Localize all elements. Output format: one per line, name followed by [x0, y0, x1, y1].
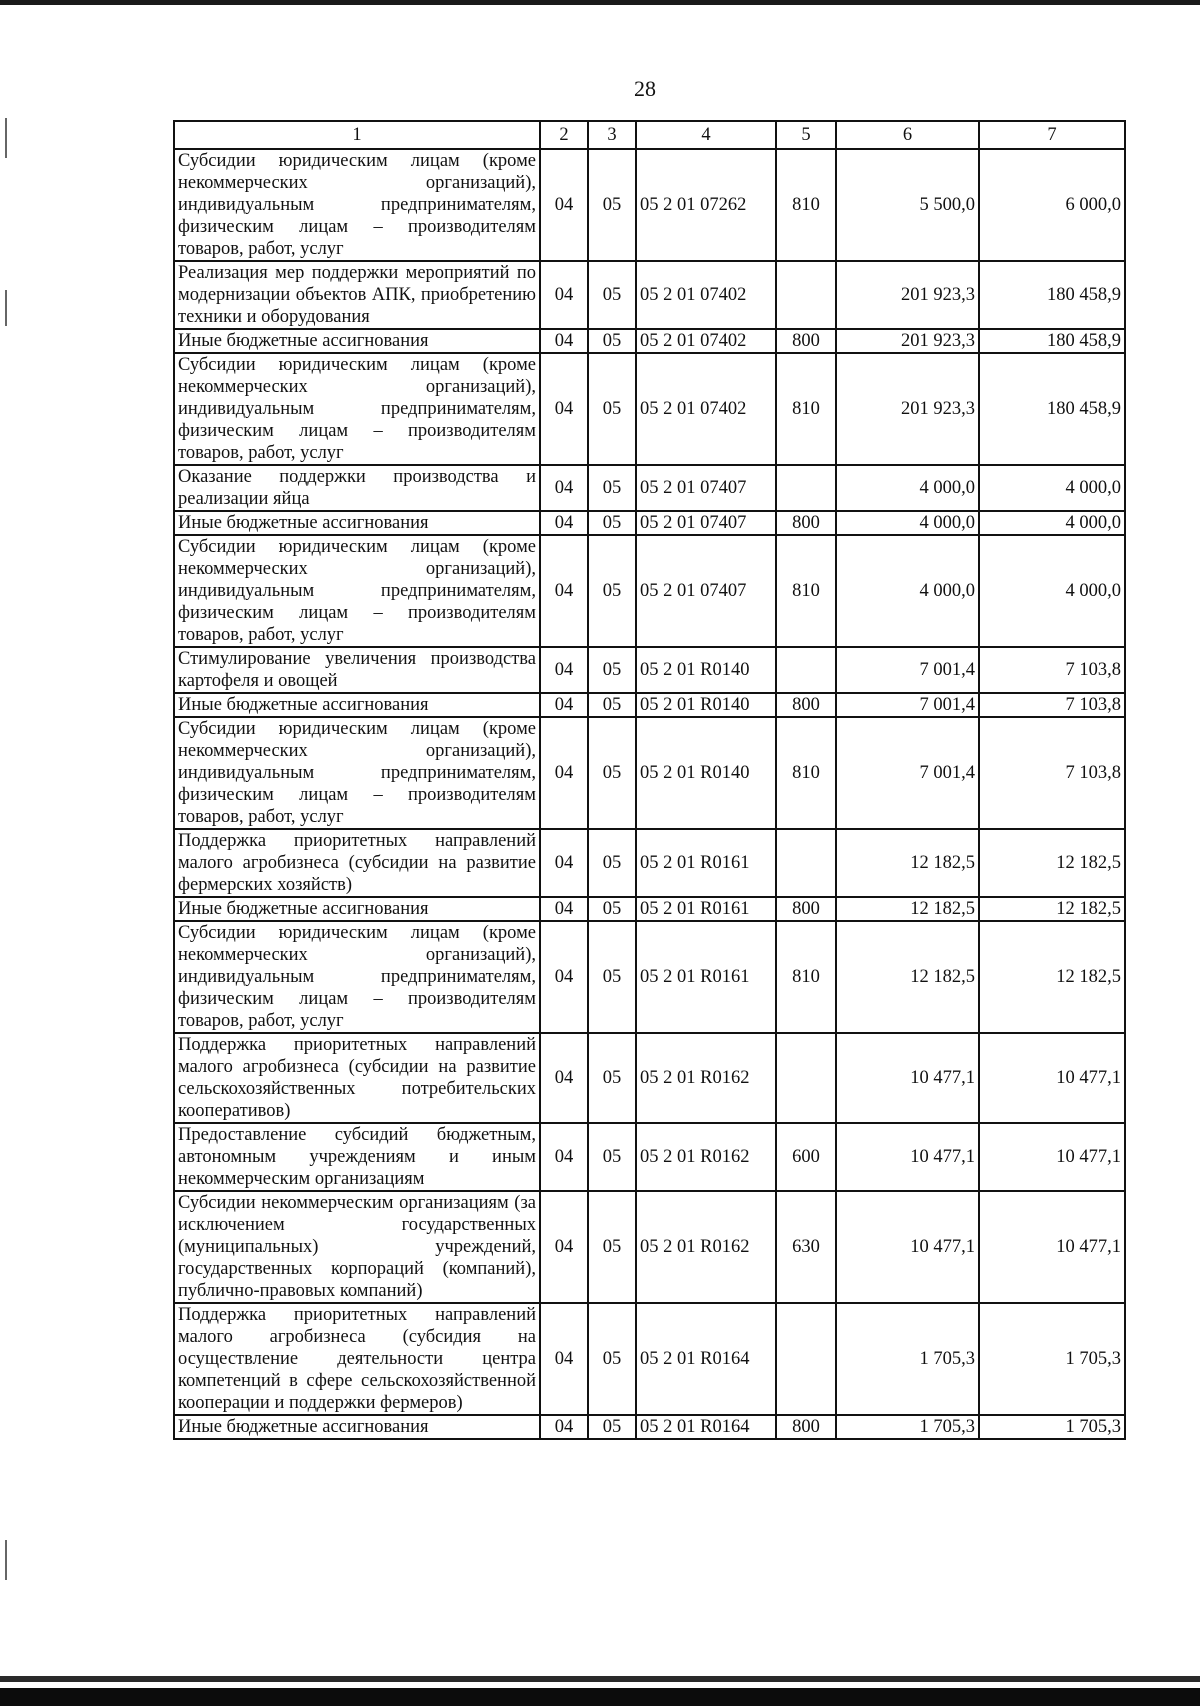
table-row	[174, 1415, 1125, 1439]
row-target-article: 05 2 01 07402	[636, 329, 776, 353]
table-header-row	[174, 121, 1125, 149]
row-expense-type: 800	[776, 329, 836, 353]
row-name: Иные бюджетные ассигнования	[174, 897, 540, 921]
row-amount-year-1: 5 500,0	[836, 149, 979, 261]
row-subsection: 05	[588, 921, 636, 1033]
row-subsection: 05	[588, 1191, 636, 1303]
row-target-article: 05 2 01 R0140	[636, 717, 776, 829]
row-subsection: 05	[588, 717, 636, 829]
row-name: Субсидии юридическим лицам (кроме некоммерческих организаций), индивидуальным предпринимателям, физическим лицам – производителям товаров, работ, услуг	[174, 535, 540, 647]
row-section: 04	[540, 647, 588, 693]
row-expense-type: 810	[776, 921, 836, 1033]
row-subsection: 05	[588, 329, 636, 353]
column-header: 4	[636, 121, 776, 149]
row-name: Стимулирование увеличения производства картофеля и овощей	[174, 647, 540, 693]
row-subsection: 05	[588, 829, 636, 897]
budget-table	[173, 120, 1126, 1440]
row-subsection: 05	[588, 261, 636, 329]
table-row	[174, 1303, 1125, 1415]
row-amount-year-2: 10 477,1	[979, 1191, 1125, 1303]
row-expense-type: 800	[776, 693, 836, 717]
scan-bottom-edge	[0, 1688, 1200, 1706]
scan-margin-mark	[5, 290, 7, 326]
row-amount-year-1: 12 182,5	[836, 829, 979, 897]
row-subsection: 05	[588, 465, 636, 511]
row-name: Реализация мер поддержки мероприятий по модернизации объектов АПК, приобретению техники и оборудования	[174, 261, 540, 329]
row-target-article: 05 2 01 R0140	[636, 647, 776, 693]
row-amount-year-2: 180 458,9	[979, 329, 1125, 353]
row-amount-year-1: 10 477,1	[836, 1191, 979, 1303]
row-target-article: 05 2 01 R0164	[636, 1415, 776, 1439]
row-expense-type: 810	[776, 535, 836, 647]
row-expense-type: 800	[776, 1415, 836, 1439]
row-section: 04	[540, 149, 588, 261]
row-amount-year-1: 1 705,3	[836, 1303, 979, 1415]
row-amount-year-2: 1 705,3	[979, 1303, 1125, 1415]
row-name: Иные бюджетные ассигнования	[174, 1415, 540, 1439]
table-row	[174, 647, 1125, 693]
row-section: 04	[540, 329, 588, 353]
row-target-article: 05 2 01 R0161	[636, 921, 776, 1033]
table-row	[174, 921, 1125, 1033]
row-target-article: 05 2 01 R0161	[636, 829, 776, 897]
row-amount-year-1: 201 923,3	[836, 353, 979, 465]
table-row	[174, 897, 1125, 921]
column-header: 1	[174, 121, 540, 149]
table-row	[174, 149, 1125, 261]
row-subsection: 05	[588, 1303, 636, 1415]
table-row	[174, 353, 1125, 465]
row-amount-year-2: 12 182,5	[979, 829, 1125, 897]
row-section: 04	[540, 921, 588, 1033]
row-subsection: 05	[588, 149, 636, 261]
row-target-article: 05 2 01 07407	[636, 465, 776, 511]
scan-margin-mark	[5, 118, 7, 158]
row-amount-year-1: 7 001,4	[836, 693, 979, 717]
scan-bottom-edge	[0, 1676, 1200, 1682]
row-name: Субсидии некоммерческим организациям (за исключением государственных (муниципальных) учреждений, государственных корпораций (компаний), публично-правовых компаний)	[174, 1191, 540, 1303]
row-target-article: 05 2 01 07402	[636, 353, 776, 465]
table-row	[174, 329, 1125, 353]
row-target-article: 05 2 01 R0161	[636, 897, 776, 921]
row-target-article: 05 2 01 R0162	[636, 1123, 776, 1191]
scan-top-edge	[0, 0, 1200, 5]
row-name: Иные бюджетные ассигнования	[174, 329, 540, 353]
table-row	[174, 535, 1125, 647]
row-expense-type	[776, 1033, 836, 1123]
row-section: 04	[540, 897, 588, 921]
row-amount-year-2: 10 477,1	[979, 1123, 1125, 1191]
row-amount-year-2: 180 458,9	[979, 261, 1125, 329]
table-row	[174, 465, 1125, 511]
row-name: Субсидии юридическим лицам (кроме некоммерческих организаций), индивидуальным предпринимателям, физическим лицам – производителям товаров, работ, услуг	[174, 149, 540, 261]
row-name: Субсидии юридическим лицам (кроме некоммерческих организаций), индивидуальным предпринимателям, физическим лицам – производителям товаров, работ, услуг	[174, 353, 540, 465]
row-section: 04	[540, 353, 588, 465]
row-amount-year-2: 7 103,8	[979, 647, 1125, 693]
row-section: 04	[540, 535, 588, 647]
table-row	[174, 511, 1125, 535]
row-expense-type	[776, 261, 836, 329]
row-amount-year-2: 10 477,1	[979, 1033, 1125, 1123]
row-expense-type: 600	[776, 1123, 836, 1191]
row-target-article: 05 2 01 R0140	[636, 693, 776, 717]
row-target-article: 05 2 01 07262	[636, 149, 776, 261]
table-row	[174, 829, 1125, 897]
row-section: 04	[540, 1123, 588, 1191]
table-row	[174, 1123, 1125, 1191]
row-amount-year-2: 180 458,9	[979, 353, 1125, 465]
row-section: 04	[540, 1033, 588, 1123]
column-header: 6	[836, 121, 979, 149]
row-section: 04	[540, 511, 588, 535]
row-subsection: 05	[588, 693, 636, 717]
row-section: 04	[540, 1415, 588, 1439]
row-name: Иные бюджетные ассигнования	[174, 693, 540, 717]
row-amount-year-1: 1 705,3	[836, 1415, 979, 1439]
row-amount-year-2: 1 705,3	[979, 1415, 1125, 1439]
row-target-article: 05 2 01 07407	[636, 535, 776, 647]
row-subsection: 05	[588, 1033, 636, 1123]
row-amount-year-2: 12 182,5	[979, 897, 1125, 921]
row-section: 04	[540, 1303, 588, 1415]
table-row	[174, 717, 1125, 829]
row-expense-type	[776, 647, 836, 693]
row-expense-type: 810	[776, 717, 836, 829]
row-subsection: 05	[588, 1415, 636, 1439]
row-amount-year-2: 4 000,0	[979, 465, 1125, 511]
row-expense-type: 630	[776, 1191, 836, 1303]
row-expense-type	[776, 1303, 836, 1415]
page-number: 28	[634, 76, 656, 101]
row-name: Оказание поддержки производства и реализации яйца	[174, 465, 540, 511]
scan-margin-mark	[5, 1540, 7, 1580]
row-subsection: 05	[588, 1123, 636, 1191]
row-amount-year-1: 10 477,1	[836, 1123, 979, 1191]
row-target-article: 05 2 01 07402	[636, 261, 776, 329]
row-target-article: 05 2 01 07407	[636, 511, 776, 535]
row-section: 04	[540, 1191, 588, 1303]
row-target-article: 05 2 01 R0162	[636, 1191, 776, 1303]
table-row	[174, 1191, 1125, 1303]
column-header: 7	[979, 121, 1125, 149]
row-amount-year-1: 4 000,0	[836, 535, 979, 647]
row-amount-year-2: 7 103,8	[979, 693, 1125, 717]
row-expense-type: 800	[776, 897, 836, 921]
row-amount-year-1: 4 000,0	[836, 465, 979, 511]
row-name: Субсидии юридическим лицам (кроме некоммерческих организаций), индивидуальным предпринимателям, физическим лицам – производителям товаров, работ, услуг	[174, 921, 540, 1033]
table-row	[174, 1033, 1125, 1123]
table-row	[174, 693, 1125, 717]
row-target-article: 05 2 01 R0162	[636, 1033, 776, 1123]
row-subsection: 05	[588, 897, 636, 921]
row-subsection: 05	[588, 511, 636, 535]
column-header: 2	[540, 121, 588, 149]
row-subsection: 05	[588, 535, 636, 647]
row-expense-type: 810	[776, 353, 836, 465]
row-amount-year-1: 12 182,5	[836, 921, 979, 1033]
row-section: 04	[540, 829, 588, 897]
row-section: 04	[540, 261, 588, 329]
row-target-article: 05 2 01 R0164	[636, 1303, 776, 1415]
row-expense-type: 810	[776, 149, 836, 261]
row-name: Поддержка приоритетных направлений малого агробизнеса (субсидия на осуществление деятельности центра компетенций в сфере сельскохозяйственной кооперации и поддержки фермеров)	[174, 1303, 540, 1415]
row-amount-year-2: 7 103,8	[979, 717, 1125, 829]
row-section: 04	[540, 693, 588, 717]
row-amount-year-1: 10 477,1	[836, 1033, 979, 1123]
row-section: 04	[540, 465, 588, 511]
row-expense-type: 800	[776, 511, 836, 535]
row-subsection: 05	[588, 647, 636, 693]
row-amount-year-1: 201 923,3	[836, 261, 979, 329]
row-section: 04	[540, 717, 588, 829]
column-header: 5	[776, 121, 836, 149]
row-amount-year-2: 12 182,5	[979, 921, 1125, 1033]
row-amount-year-1: 7 001,4	[836, 717, 979, 829]
row-amount-year-1: 12 182,5	[836, 897, 979, 921]
row-amount-year-2: 6 000,0	[979, 149, 1125, 261]
row-amount-year-2: 4 000,0	[979, 535, 1125, 647]
table-row	[174, 261, 1125, 329]
row-amount-year-1: 7 001,4	[836, 647, 979, 693]
row-amount-year-1: 201 923,3	[836, 329, 979, 353]
column-header: 3	[588, 121, 636, 149]
row-name: Иные бюджетные ассигнования	[174, 511, 540, 535]
row-name: Поддержка приоритетных направлений малого агробизнеса (субсидии на развитие фермерских хозяйств)	[174, 829, 540, 897]
row-expense-type	[776, 465, 836, 511]
row-amount-year-2: 4 000,0	[979, 511, 1125, 535]
row-name: Субсидии юридическим лицам (кроме некоммерческих организаций), индивидуальным предпринимателям, физическим лицам – производителям товаров, работ, услуг	[174, 717, 540, 829]
row-subsection: 05	[588, 353, 636, 465]
row-name: Предоставление субсидий бюджетным, автономным учреждениям и иным некоммерческим организациям	[174, 1123, 540, 1191]
row-amount-year-1: 4 000,0	[836, 511, 979, 535]
row-expense-type	[776, 829, 836, 897]
row-name: Поддержка приоритетных направлений малого агробизнеса (субсидии на развитие сельскохозяйственных потребительских кооперативов)	[174, 1033, 540, 1123]
